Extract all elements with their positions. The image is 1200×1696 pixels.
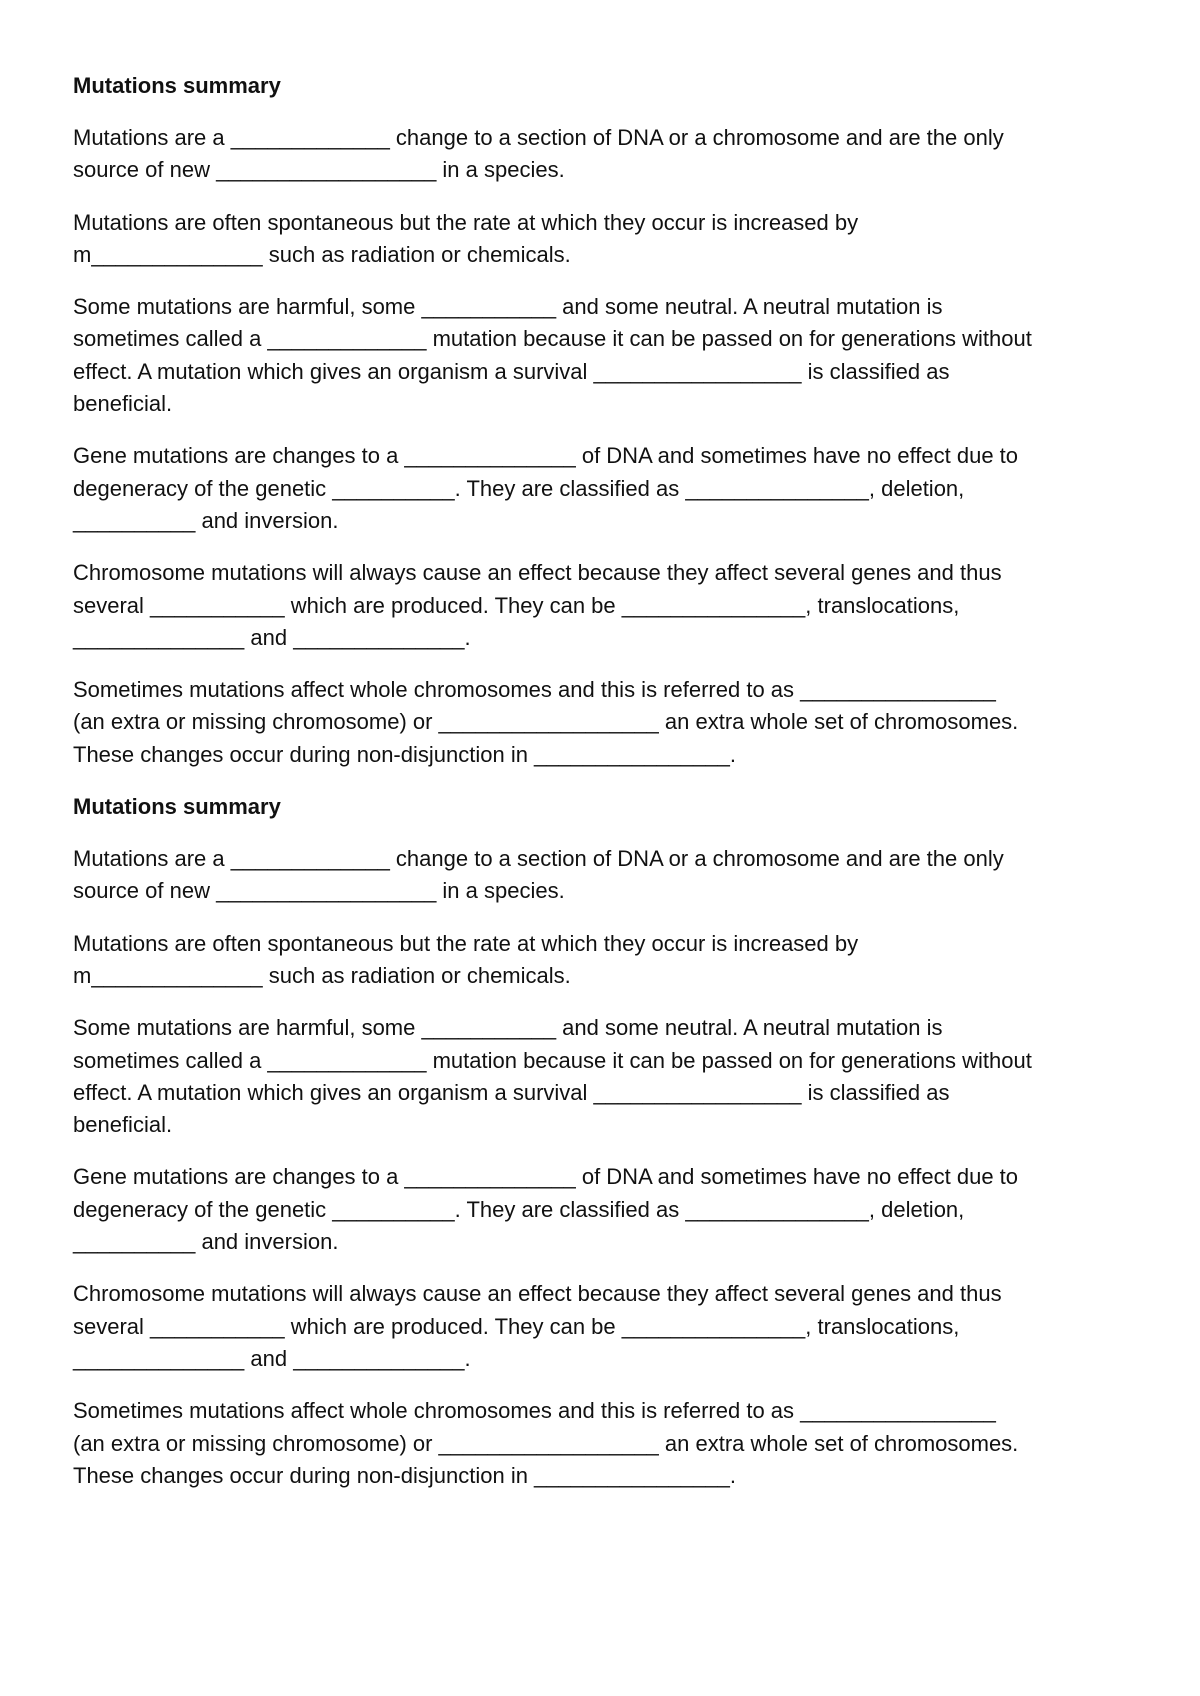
- paragraph-whole-chromosomes: [73, 674, 1143, 771]
- text-line: Some mutations are harmful, some ___________ and some neutral. A neutral mutation is: [73, 294, 943, 320]
- paragraph-chromosome-mutations: [73, 557, 1143, 654]
- text-line: source of new __________________ in a species.: [73, 157, 565, 183]
- text-line: __________ and inversion.: [73, 1229, 339, 1255]
- paragraph-harmful-neutral: [73, 1012, 1143, 1141]
- text-line: These changes occur during non-disjunction in ________________.: [73, 1462, 736, 1488]
- text-line: sometimes called a _____________ mutation because it can be passed on for generations without: [73, 1047, 1032, 1073]
- text-line: Mutations are often spontaneous but the rate at which they occur is increased by: [73, 930, 859, 956]
- text-line: Chromosome mutations will always cause an effect because they affect several genes and thus: [73, 1281, 1002, 1307]
- text-line: degeneracy of the genetic __________. They are classified as _______________, deletion,: [73, 1196, 965, 1222]
- text-line: ______________ and ______________.: [73, 1345, 471, 1371]
- section-2: [73, 791, 1143, 1492]
- text-line: effect. A mutation which gives an organism a survival _________________ is classified as: [73, 358, 950, 384]
- section-1: [73, 70, 1143, 771]
- section-title: Mutations summary: [73, 73, 281, 98]
- text-line: __________ and inversion.: [73, 507, 339, 533]
- text-line: (an extra or missing chromosome) or __________________ an extra whole set of chromosomes.: [73, 1430, 1019, 1456]
- text-line: several ___________ which are produced. They can be _______________, translocations,: [73, 592, 960, 618]
- text-line: source of new __________________ in a species.: [73, 878, 565, 904]
- paragraph-gene-mutations: [73, 440, 1143, 537]
- text-line: effect. A mutation which gives an organism a survival _________________ is classified as: [73, 1079, 950, 1105]
- text-line: Chromosome mutations will always cause an effect because they affect several genes and thus: [73, 560, 1002, 586]
- paragraph-dna-change: [73, 122, 1143, 187]
- paragraph-chromosome-mutations: [73, 1278, 1143, 1375]
- paragraph-dna-change: [73, 843, 1143, 908]
- section-title: Mutations summary: [73, 794, 281, 820]
- paragraph-whole-chromosomes: [73, 1395, 1143, 1492]
- text-line: Mutations are a _____________ change to a section of DNA or a chromosome and are the only: [73, 846, 1004, 872]
- text-line: sometimes called a _____________ mutation because it can be passed on for generations without: [73, 326, 1032, 352]
- text-line: Sometimes mutations affect whole chromosomes and this is referred to as ________________: [73, 1398, 996, 1424]
- text-line: These changes occur during non-disjunction in ________________.: [73, 741, 736, 767]
- text-line: Gene mutations are changes to a ______________ of DNA and sometimes have no effect due to: [73, 443, 1019, 469]
- text-line: Mutations are a _____________ change to a section of DNA or a chromosome and are the only: [73, 125, 1004, 150]
- text-line: beneficial.: [73, 1112, 173, 1138]
- text-line: Some mutations are harmful, some ___________ and some neutral. A neutral mutation is: [73, 1015, 943, 1041]
- text-line: (an extra or missing chromosome) or __________________ an extra whole set of chromosomes.: [73, 709, 1019, 735]
- text-line: m______________ such as radiation or chemicals.: [73, 241, 571, 267]
- text-line: degeneracy of the genetic __________. They are classified as _______________, deletion,: [73, 475, 965, 501]
- text-line: Mutations are often spontaneous but the rate at which they occur is increased by: [73, 209, 859, 235]
- paragraph-harmful-neutral: [73, 291, 1143, 420]
- worksheet-page: [73, 70, 1143, 1512]
- text-line: Gene mutations are changes to a ______________ of DNA and sometimes have no effect due to: [73, 1164, 1019, 1190]
- text-line: Sometimes mutations affect whole chromosomes and this is referred to as ________________: [73, 677, 996, 703]
- text-line: several ___________ which are produced. They can be _______________, translocations,: [73, 1313, 960, 1339]
- paragraph-mutagens: [73, 928, 1143, 993]
- text-line: beneficial.: [73, 391, 173, 417]
- text-line: ______________ and ______________.: [73, 624, 471, 650]
- paragraph-gene-mutations: [73, 1161, 1143, 1258]
- paragraph-mutagens: [73, 207, 1143, 272]
- text-line: m______________ such as radiation or chemicals.: [73, 962, 571, 988]
